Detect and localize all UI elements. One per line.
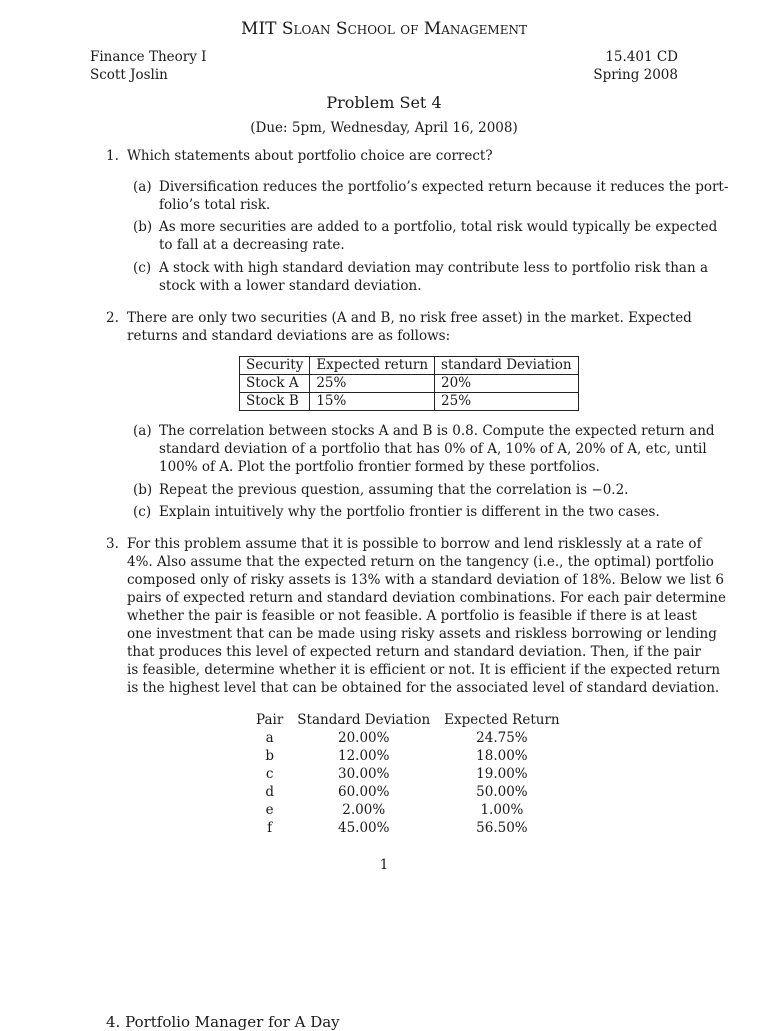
question-text: There are only two securities (A and B, no risk free asset) in the market. Expected [127, 310, 692, 326]
term: Spring 2008 [593, 67, 678, 83]
subpart-label: (c) [133, 504, 152, 520]
table-cell: b [265, 748, 274, 764]
table-cell: 25% [310, 375, 435, 393]
question-text: is the highest level that can be obtained for the associated level of standard deviation. [127, 680, 720, 696]
table-cell: 20% [435, 375, 579, 393]
table-header-cell: Pair [256, 712, 284, 728]
table-cell: 24.75% [476, 730, 528, 746]
table-header-cell: Security [240, 357, 310, 375]
table-header-row [249, 711, 567, 729]
table-cell: c [265, 766, 274, 782]
table-cell: 56.50% [476, 820, 528, 836]
subpart-label: (b) [133, 482, 153, 498]
table-cell: 60.00% [337, 784, 390, 800]
question-text: composed only of risky assets is 13% with a standard deviation of 18%. Below we list 6 [127, 572, 724, 588]
question-text: whether the pair is feasible or not feasible. A portfolio is feasible if there is at least [127, 608, 697, 624]
table-header-cell: Expected Return [444, 712, 560, 728]
subpart-text: Explain intuitively why the portfolio frontier is different in the two cases. [159, 504, 660, 520]
subpart-text: Diversification reduces the portfolio’s expected return because it reduces the port- [159, 179, 729, 195]
table-row [249, 819, 567, 837]
subpart-label: (a) [133, 423, 152, 439]
question-text: one investment that can be made using risky assets and riskless borrowing or lending [127, 626, 717, 642]
instructor-name: Scott Joslin [90, 67, 168, 83]
subpart-text: standard deviation of a portfolio that has 0% of A, 10% of A, 20% of A, etc, until [159, 441, 707, 457]
school-title: MIT Sloan School of Management [241, 19, 527, 39]
subpart-text: folio’s total risk. [159, 197, 271, 213]
table-row [249, 801, 567, 819]
table-header-cell: Standard Deviation [297, 712, 431, 728]
table-cell: a [265, 730, 274, 746]
table-row [249, 765, 567, 783]
table-row [249, 783, 567, 801]
table-cell: d [265, 784, 274, 800]
table-cell: 2.00% [342, 802, 386, 818]
question-text: Which statements about portfolio choice are correct? [127, 148, 493, 164]
course-code: 15.401 CD [605, 49, 678, 65]
table-cell: 45.00% [337, 820, 390, 836]
table-cell: Stock A [240, 375, 310, 393]
table-header-cell: Expected return [310, 357, 435, 375]
subpart-label: (c) [133, 260, 152, 276]
question-number: 3. [106, 536, 119, 552]
question-text: 4%. Also assume that the expected return on the tangency (i.e., the optimal) portfolio [127, 554, 714, 570]
table-cell: 20.00% [337, 730, 390, 746]
table-cell: 1.00% [480, 802, 524, 818]
table-header-cell: standard Deviation [435, 357, 579, 375]
next-question-heading: 4. Portfolio Manager for A Day [106, 1013, 340, 1031]
subpart-text: 100% of A. Plot the portfolio frontier formed by these portfolios. [159, 459, 600, 475]
securities-table [239, 356, 579, 411]
table-cell: 12.00% [337, 748, 390, 764]
subpart-text: The correlation between stocks A and B is 0.8. Compute the expected return and [159, 423, 715, 439]
question-number: 1. [106, 148, 119, 164]
subpart-text: to fall at a decreasing rate. [159, 237, 345, 253]
page-number: 1 [379, 857, 389, 873]
table-row [249, 747, 567, 765]
table-cell: 50.00% [476, 784, 528, 800]
subpart-text: stock with a lower standard deviation. [159, 278, 422, 294]
table-cell: 15% [310, 393, 435, 411]
question-text: returns and standard deviations are as follows: [127, 328, 451, 344]
question-text: that produces this level of expected return and standard deviation. Then, if the pair [127, 644, 702, 660]
table-cell: Stock B [240, 393, 310, 411]
table-cell: 18.00% [476, 748, 528, 764]
table-cell: e [265, 802, 274, 818]
table-cell: f [267, 820, 273, 836]
page-title: Problem Set 4 [326, 93, 442, 112]
table-row [240, 375, 579, 393]
pairs-table [249, 711, 567, 837]
course-name: Finance Theory I [90, 49, 207, 65]
subpart-text: A stock with high standard deviation may contribute less to portfolio risk than a [159, 260, 709, 276]
table-row [249, 729, 567, 747]
subpart-label: (a) [133, 179, 152, 195]
table-cell: 25% [435, 393, 579, 411]
table-cell: 19.00% [476, 766, 528, 782]
table-header-row [240, 357, 579, 375]
table-row [240, 393, 579, 411]
due-date: (Due: 5pm, Wednesday, April 16, 2008) [250, 120, 518, 136]
question-text: is feasible, determine whether it is efficient or not. It is efficient if the expected return [127, 662, 721, 678]
subpart-label: (b) [133, 219, 153, 235]
question-text: For this problem assume that it is possible to borrow and lend risklessly at a rate of [127, 536, 702, 552]
table-cell: 30.00% [337, 766, 390, 782]
question-text: pairs of expected return and standard deviation combinations. For each pair determine [127, 590, 726, 606]
subpart-text: As more securities are added to a portfolio, total risk would typically be expected [159, 219, 718, 235]
question-number: 2. [106, 310, 119, 326]
subpart-text: Repeat the previous question, assuming that the correlation is −0.2. [159, 482, 629, 498]
